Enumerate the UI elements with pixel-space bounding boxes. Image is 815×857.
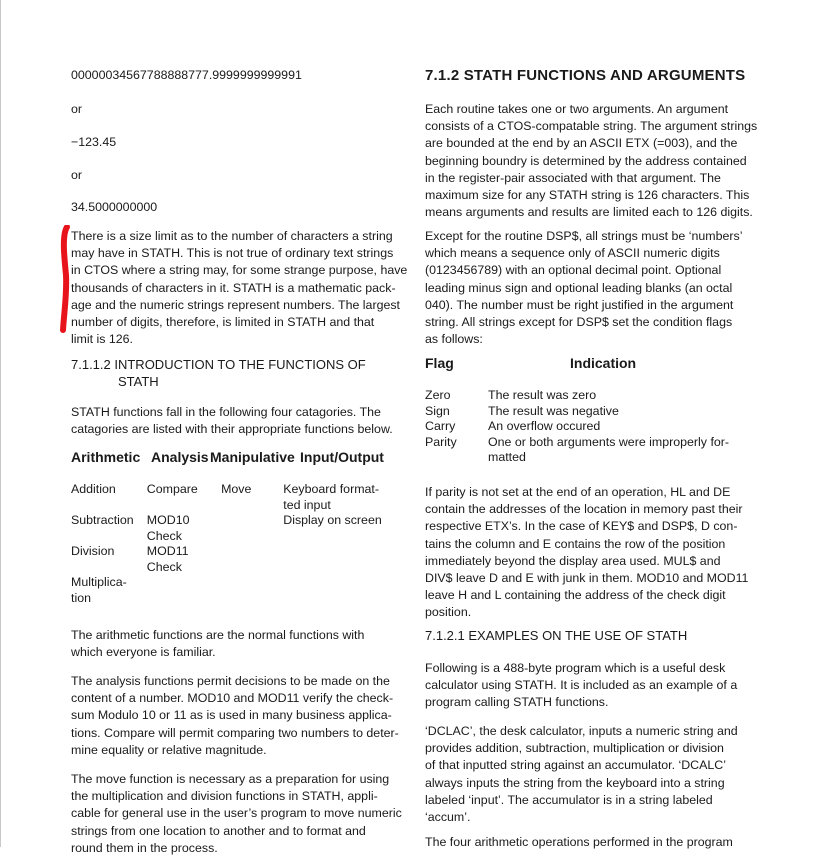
text-line: The move function is necessary as a preparation for using	[71, 772, 390, 786]
table-cell	[147, 498, 221, 514]
table-cell: Check	[146, 528, 182, 543]
category-header-manipulative: Manipulative	[210, 449, 295, 465]
table-cell	[221, 560, 283, 576]
flag-indication: matted	[488, 450, 526, 464]
flag-row	[425, 435, 748, 451]
category-header-input-output: Input/Output	[300, 449, 384, 465]
flag-row	[425, 388, 748, 404]
flag-indication: An overflow occured	[488, 419, 601, 433]
text-line: of that inputted string against an accumulator. ‘DCALC’	[425, 758, 726, 773]
table-row	[71, 575, 391, 591]
text-line: immediately beyond the display area used. MUL$ and	[425, 553, 721, 568]
examples-heading: 7.1.2.1 EXAMPLES ON THE USE OF STATH	[425, 628, 688, 643]
table-row	[71, 560, 391, 576]
table-cell	[283, 560, 391, 576]
table-cell	[71, 560, 147, 576]
flag-name: Parity	[425, 434, 457, 449]
table-row	[71, 591, 391, 607]
text-line: as follows:	[425, 332, 483, 347]
table-cell: Move	[221, 482, 252, 496]
text-line: 040). The number must be right justified in the argument	[425, 297, 734, 312]
flag-row	[425, 450, 748, 466]
text-line: tains the column and E contains the row of the position	[425, 536, 726, 551]
table-cell	[221, 513, 283, 529]
table-cell	[147, 591, 221, 607]
flag-name	[425, 450, 488, 466]
text-line: If parity is not set at the end of an operation, HL and DE	[425, 485, 731, 499]
table-cell	[283, 544, 391, 560]
or-text: or	[71, 102, 83, 116]
table-cell	[221, 544, 283, 560]
text-line: which means a sequence only of ASCII numeric digits	[425, 246, 720, 261]
text-line: Each routine takes one or two arguments. An argument	[425, 102, 729, 116]
arithmetic-ops-partial-line: The four arithmetic operations performed in the program	[425, 835, 733, 849]
text-line: which everyone is familiar.	[71, 645, 216, 660]
table-cell: MOD10	[146, 513, 190, 527]
red-margin-annotation	[58, 225, 72, 333]
text-line: mine equality or relative magnitude.	[71, 742, 267, 757]
page-edge	[0, 0, 1, 847]
flag-indication: The result was zero	[488, 388, 597, 402]
flag-name: Sign	[425, 403, 450, 418]
text-line: STATH functions fall in the following four catagories. The	[71, 405, 381, 419]
text-line: in CTOS where a string may, for some strange purpose, have	[71, 263, 408, 278]
text-line: Following is a 488-byte program which is a useful desk	[425, 661, 726, 675]
text-line: ‘DCLAC’, the desk calculator, inputs a numeric string and	[425, 724, 738, 738]
table-cell: Subtraction	[71, 513, 134, 527]
table-cell	[221, 575, 283, 591]
text-line: beginning boundry is determined by the address contained	[425, 153, 747, 168]
text-line: tions. Compare will permit comparing two numbers to deter-	[71, 725, 399, 740]
text-line: string. All strings except for DSP$ set the condition flags	[425, 315, 733, 329]
text-line: means arguments and results are limited each to 126 digits.	[425, 205, 753, 220]
numeric-example-1: 00000034567788888777.9999999999991	[71, 68, 302, 82]
table-row	[71, 513, 391, 529]
text-line: round them in the process.	[71, 840, 218, 855]
table-cell: Check	[146, 559, 182, 574]
text-line: catagories are listed with their appropriate functions below.	[71, 422, 393, 437]
functions-table	[71, 482, 391, 606]
table-cell	[221, 498, 283, 514]
table-cell	[71, 498, 147, 514]
text-line: strings from one location to another and to format and	[71, 823, 366, 838]
text-line: leading minus sign and optional leading blanks (an octal	[425, 280, 733, 295]
flag-column-header: Flag	[425, 355, 454, 371]
text-line: always inputs the string from the keyboard into a string	[425, 775, 725, 790]
table-row	[71, 529, 391, 545]
table-cell	[221, 529, 283, 545]
table-cell	[71, 529, 147, 545]
text-line: labeled ‘input’. The accumulator is in a string labeled	[425, 792, 713, 807]
table-row	[71, 482, 391, 498]
flag-name: Carry	[425, 419, 456, 433]
flag-name: Zero	[425, 388, 451, 402]
text-line: Except for the routine DSP$, all strings must be ‘numbers’	[425, 229, 743, 243]
text-line: consists of a CTOS-compatable string. The argument strings	[425, 119, 758, 134]
text-line: contain the addresses of the location in memory past their	[425, 502, 743, 517]
table-cell: Addition	[71, 482, 116, 496]
text-line: sum Modulo 10 or 11 as is used in many business applica-	[71, 708, 392, 723]
table-cell: Compare	[146, 482, 198, 496]
text-line: content of a number. MOD10 and MOD11 verify the check-	[71, 691, 394, 706]
table-cell: Multiplica-	[71, 575, 127, 589]
table-cell: Display on screen	[283, 513, 382, 527]
table-cell	[283, 591, 391, 607]
flag-indication: One or both arguments were improperly for-	[488, 434, 730, 449]
section-heading: 7.1.1.2 INTRODUCTION TO THE FUNCTIONS OF	[71, 357, 366, 372]
table-cell: tion	[71, 590, 91, 605]
section-heading: 7.1.2 STATH FUNCTIONS AND ARGUMENTS	[425, 67, 746, 84]
table-cell: Keyboard format-	[283, 482, 379, 496]
table-cell	[221, 591, 283, 607]
text-line: the multiplication and division functions in STATH, appli-	[71, 789, 378, 804]
text-line: calculator using STATH. It is included as an example of a	[425, 678, 738, 693]
flags-table	[425, 388, 748, 466]
text-line: The arithmetic functions are the normal functions with	[71, 628, 365, 642]
category-header-analysis: Analysis	[151, 449, 209, 465]
flag-row	[425, 404, 748, 420]
flag-indication: The result was negative	[488, 403, 619, 418]
text-line: DIV$ leave D and E with junk in them. MOD10 and MOD11	[425, 571, 749, 585]
text-line: age and the numeric strings represent numbers. The largest	[71, 297, 400, 312]
numeric-example-3: 34.5000000000	[71, 200, 158, 214]
indication-column-header: Indication	[570, 355, 637, 371]
text-line: in the register-pair associated with that argument. The	[425, 170, 721, 185]
text-line: ‘accum’.	[425, 810, 471, 824]
text-line: may have in STATH. This is not true of ordinary text strings	[71, 246, 394, 261]
text-line: program calling STATH functions.	[425, 695, 609, 710]
category-header-arithmetic: Arithmetic	[71, 449, 141, 465]
text-line: limit is 126.	[71, 332, 133, 347]
table-cell: MOD11	[146, 544, 189, 558]
table-row	[71, 498, 391, 514]
table-cell	[147, 575, 221, 591]
text-line: The analysis functions permit decisions to be made on the	[71, 674, 390, 688]
section-heading-continued: STATH	[118, 374, 159, 389]
text-line: position.	[425, 605, 472, 620]
table-cell: ted input	[283, 497, 331, 512]
table-cell: Division	[71, 544, 115, 558]
text-line: respective ETX’s. In the case of KEY$ and DSP$, D con-	[425, 519, 738, 534]
text-line: are bounded at the end by an ASCII ETX (=003), and the	[425, 136, 738, 151]
numeric-example-2: −123.45	[71, 135, 117, 149]
text-line: cable for general use in the user’s program to move numeric	[71, 806, 402, 821]
text-line: maximum size for any STATH string is 126 characters. This	[425, 188, 750, 202]
table-row	[71, 544, 391, 560]
text-line: thousands of characters in it. STATH is a mathematic pack-	[71, 280, 396, 295]
text-line: provides addition, subtraction, multiplication or division	[425, 741, 724, 756]
flag-row	[425, 419, 748, 435]
table-cell	[283, 575, 391, 591]
text-line: (0123456789) with an optional decimal point. Optional	[425, 263, 722, 278]
table-cell	[283, 529, 391, 545]
text-line: There is a size limit as to the number of characters a string	[71, 229, 393, 243]
text-line: number of digits, therefore, is limited in STATH and that	[71, 315, 375, 329]
or-text: or	[71, 168, 83, 182]
text-line: leave H and L containing the address of the check digit	[425, 588, 726, 603]
